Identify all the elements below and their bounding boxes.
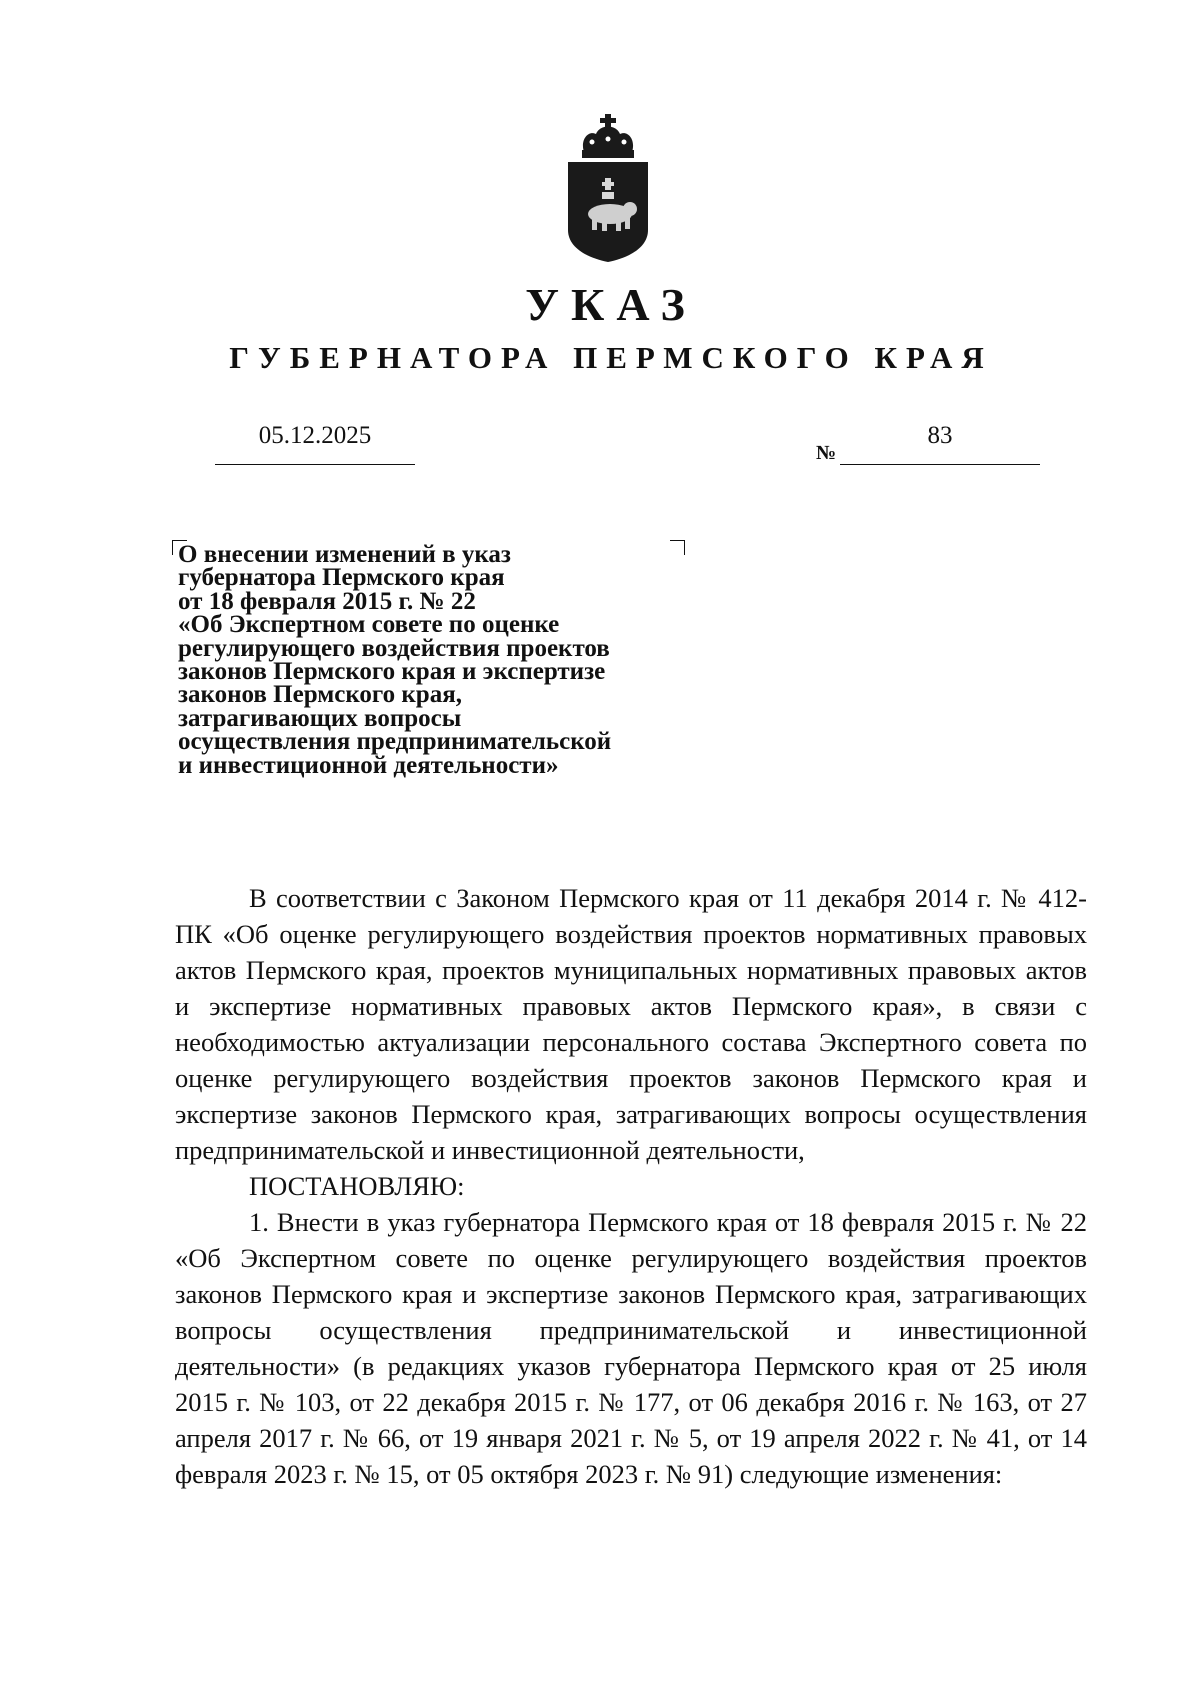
document-issuer: ГУБЕРНАТОРА ПЕРМСКОГО КРАЯ bbox=[229, 340, 993, 375]
item-1-paragraph: 1. Внести в указ губернатора Пермского края от 18 февраля 2015 г. № 22 «Об Экспертном совете по оценке регулирующего воздействия проектов законов Пермского края и экспертизе законов Пермского края, затрагивающих вопросы осуществления предпринимательской и инвестиционной деятельности» (в редакциях указов губернатора Пермского края от 25 июля 2015 г. № 103, от 22 декабря 2015 г. № 177, от 06 декабря 2016 г. № 163, от 27 апреля 2017 г. № 66, от 19 января 2021 г. № 5, от 19 апреля 2022 г. № 41, от 14 февраля 2023 г. № 15, от 05 октября 2023 г. № 91) следующие изменения: bbox=[175, 1207, 1087, 1489]
subject-line: затрагивающих вопросы bbox=[178, 704, 462, 732]
document-title: УКАЗ bbox=[525, 279, 697, 330]
subject-line: регулирующего воздействия проектов bbox=[178, 634, 610, 662]
subject-line: и инвестиционной деятельности» bbox=[178, 751, 559, 779]
subject-line: осуществления предпринимательской bbox=[178, 728, 612, 756]
decree-word: ПОСТАНОВЛЯЮ: bbox=[249, 1171, 465, 1201]
subject-line: губернатора Пермского края bbox=[178, 564, 505, 592]
decree-number: 83 bbox=[927, 422, 953, 449]
perm-krai-coat-of-arms-icon bbox=[562, 112, 654, 264]
decree-date: 05.12.2025 bbox=[258, 422, 372, 449]
number-sign: № bbox=[816, 442, 837, 464]
subject-line: О внесении изменений в указ bbox=[178, 541, 511, 568]
date-underline bbox=[215, 464, 415, 465]
subject-line: от 18 февраля 2015 г. № 22 bbox=[178, 587, 476, 615]
subject-line: законов Пермского края, bbox=[178, 681, 462, 709]
subject-line: законов Пермского края и экспертизе bbox=[178, 658, 606, 686]
decree-subject bbox=[178, 543, 698, 777]
subject-line: «Об Экспертном совете по оценке bbox=[178, 611, 560, 639]
decree-body bbox=[175, 880, 1087, 1492]
number-underline bbox=[840, 464, 1040, 465]
crown-icon bbox=[582, 114, 634, 158]
preamble-paragraph: В соответствии с Законом Пермского края от 11 декабря 2014 г. № 412-ПК «Об оценке регулирующего воздействия проектов нормативных правовых актов Пермского края, проектов муниципальных нормативных правовых актов и экспертизе нормативных правовых актов Пермского края», в связи с необходимостью актуализации персонального состава Экспертного совета по оценке регулирующего воздействия проектов законов Пермского края и экспертизе законов Пермского края, затрагивающих вопросы осуществления предпринимательской и инвестиционной деятельности, bbox=[175, 883, 1087, 1165]
